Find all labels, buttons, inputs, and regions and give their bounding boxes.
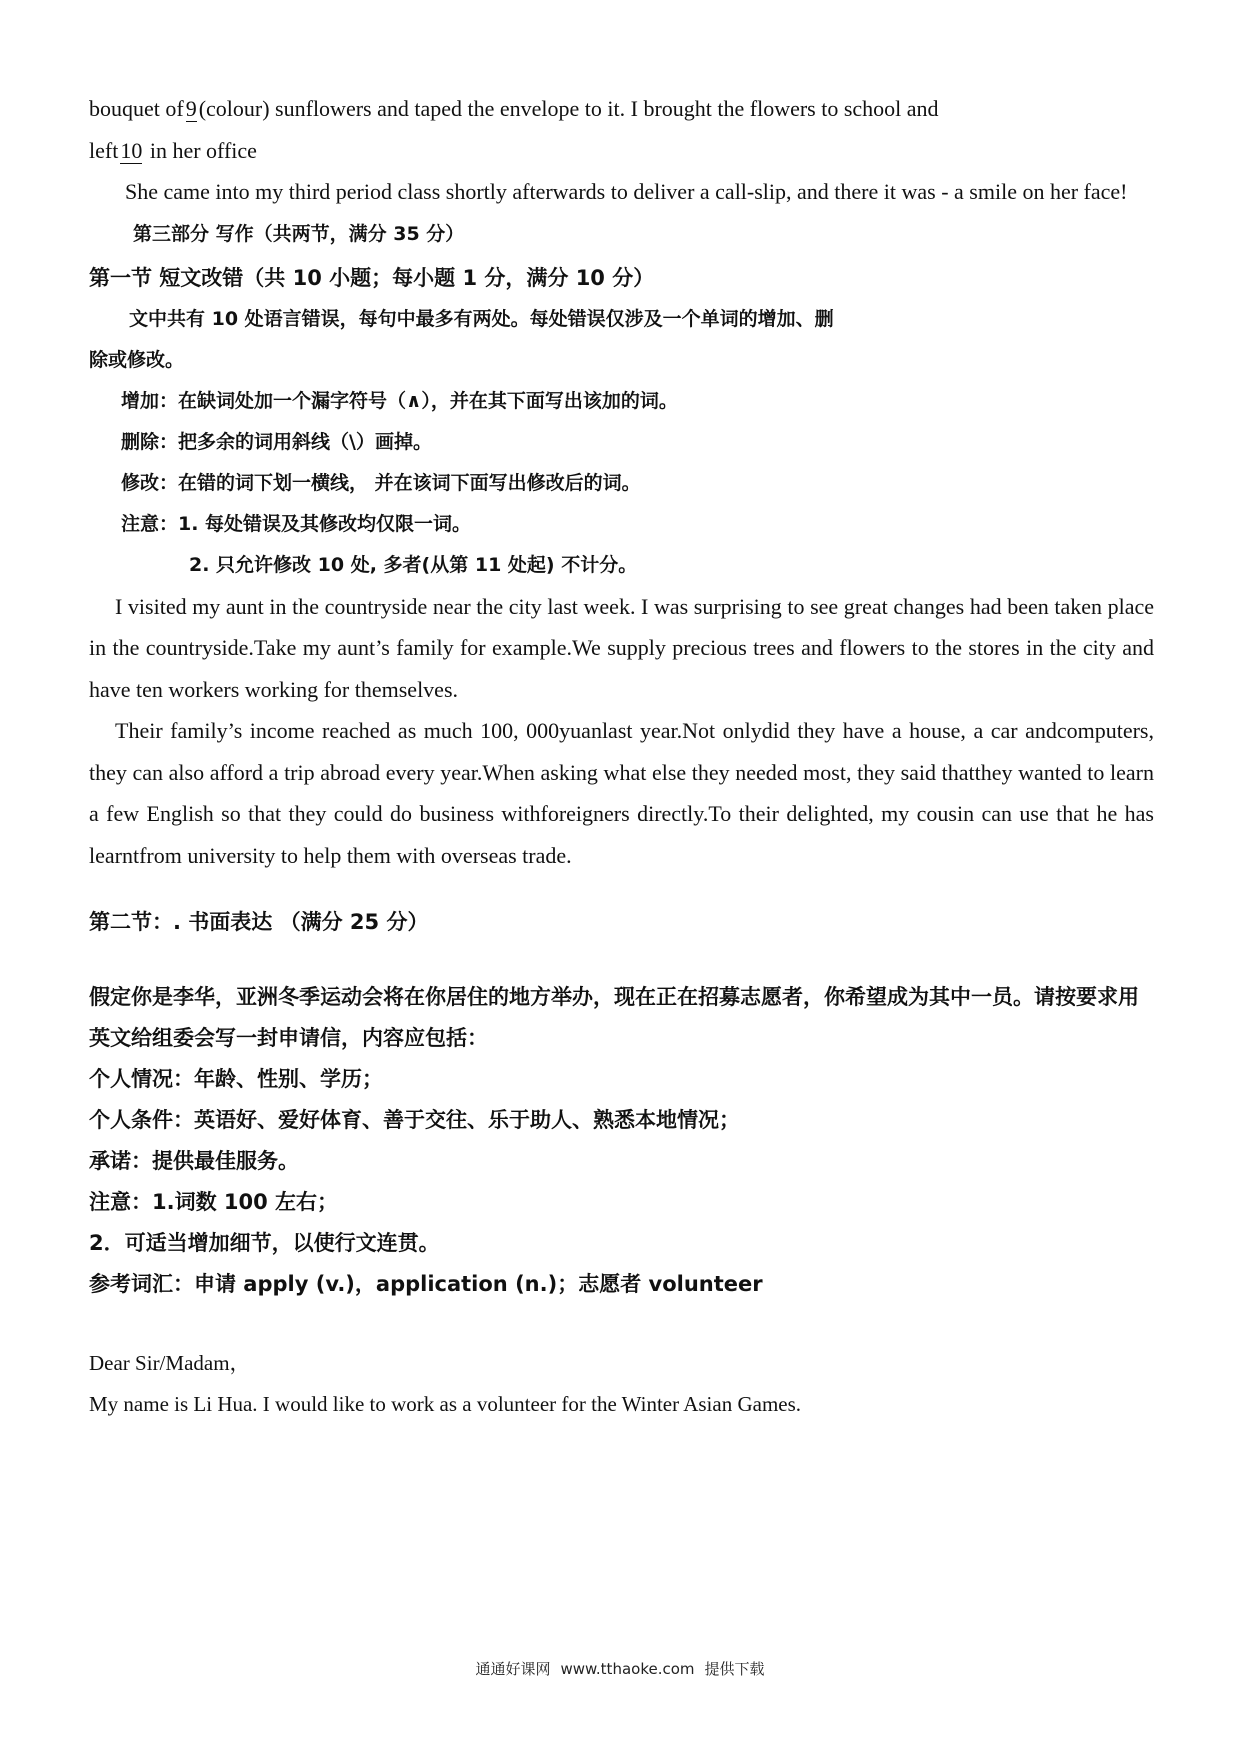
- rule-add: 增加：在缺词处加一个漏字符号（∧），并在其下面写出该加的词。: [121, 389, 678, 412]
- footer-note: 提供下载: [704, 1660, 765, 1678]
- section-title: 第二节：. 书面表达 （满分 25 分）: [89, 910, 429, 934]
- task-item: 个人情况：年龄、性别、学历；: [89, 1067, 383, 1091]
- passage-text: (colour) sunflowers and taped the envelope to it. I brought the flowers to school and: [198, 96, 939, 121]
- page-footer: [0, 1658, 1240, 1679]
- note: 2. 只允许修改 10 处, 多者(从第 11 处起) 不计分。: [189, 553, 638, 576]
- task-item: 承诺：提供最佳服务。: [89, 1149, 299, 1173]
- writing-task: 假定你是李华，亚洲冬季运动会将在你居住的地方举办，现在正在招募志愿者，你希望成为其中一员。请按要求用英文给组委会写一封申请信，内容应包括：: [89, 985, 1139, 1050]
- passage-text: in her office: [149, 137, 257, 163]
- rule-delete: 删除：把多余的词用斜线（\）画掉。: [121, 430, 432, 453]
- vocabulary: 参考词汇：申请 apply (v.)，application (n.)；志愿者 volunteer: [89, 1272, 763, 1296]
- footer-url[interactable]: www.tthaoke.com: [560, 1660, 695, 1678]
- instruction: 文中共有 10 处语言错误，每句中最多有两处。每处错误仅涉及一个单词的增加、删: [129, 307, 834, 330]
- section-title: 第一节 短文改错（共 10 小题；每小题 1 分，满分 10 分）: [89, 265, 655, 290]
- note: 2．可适当增加细节，以使行文连贯。: [89, 1231, 440, 1255]
- task-item: 个人条件：英语好、爱好体育、善于交往、乐于助人、熟悉本地情况；: [89, 1108, 740, 1132]
- note: 注意：1. 每处错误及其修改均仅限一词。: [121, 512, 472, 535]
- passage-paragraph: She came into my third period class shortly afterwards to deliver a call-slip, and there it was - a smile on her face!: [125, 179, 1128, 204]
- error-passage: Their family’s income reached as much 100, 000yuanlast year.Not onlydid they have a house, a car andcomputers, they can also afford a trip abroad every year.When asking what else they needed most, they said thatthey wanted to learn a few English so that they could do business withforeigners directly.To their delighted, my cousin can use that he has learntfrom university to help them with overseas trade.: [89, 718, 1154, 868]
- passage-text: left: [89, 137, 119, 163]
- note: 注意：1.词数 100 左右；: [89, 1190, 339, 1214]
- letter-opening: My name is Li Hua. I would like to work as a volunteer for the Winter Asian Games.: [89, 1392, 802, 1416]
- exam-page: [89, 88, 1154, 1426]
- part-title: 第三部分 写作（共两节，满分 35 分）: [133, 222, 465, 245]
- passage-text: bouquet of: [89, 96, 184, 121]
- blank-10: 10: [120, 137, 143, 163]
- blank-9: 9: [185, 96, 197, 121]
- passage-line: [89, 88, 1154, 130]
- instruction: 除或修改。: [89, 348, 185, 371]
- footer-site: 通通好课网: [475, 1660, 551, 1678]
- passage-line: [89, 130, 1154, 172]
- rule-modify: 修改：在错的词下划一横线， 并在该词下面写出修改后的词。: [121, 471, 641, 494]
- letter-greeting: Dear Sir/Madam，: [89, 1351, 251, 1375]
- error-passage: I visited my aunt in the countryside near the city last week. I was surprising to see great changes had been taken place in the countryside.Take my aunt’s family for example.We supply precious trees and flowers to the stores in the city and have ten workers working for themselves.: [89, 593, 1154, 702]
